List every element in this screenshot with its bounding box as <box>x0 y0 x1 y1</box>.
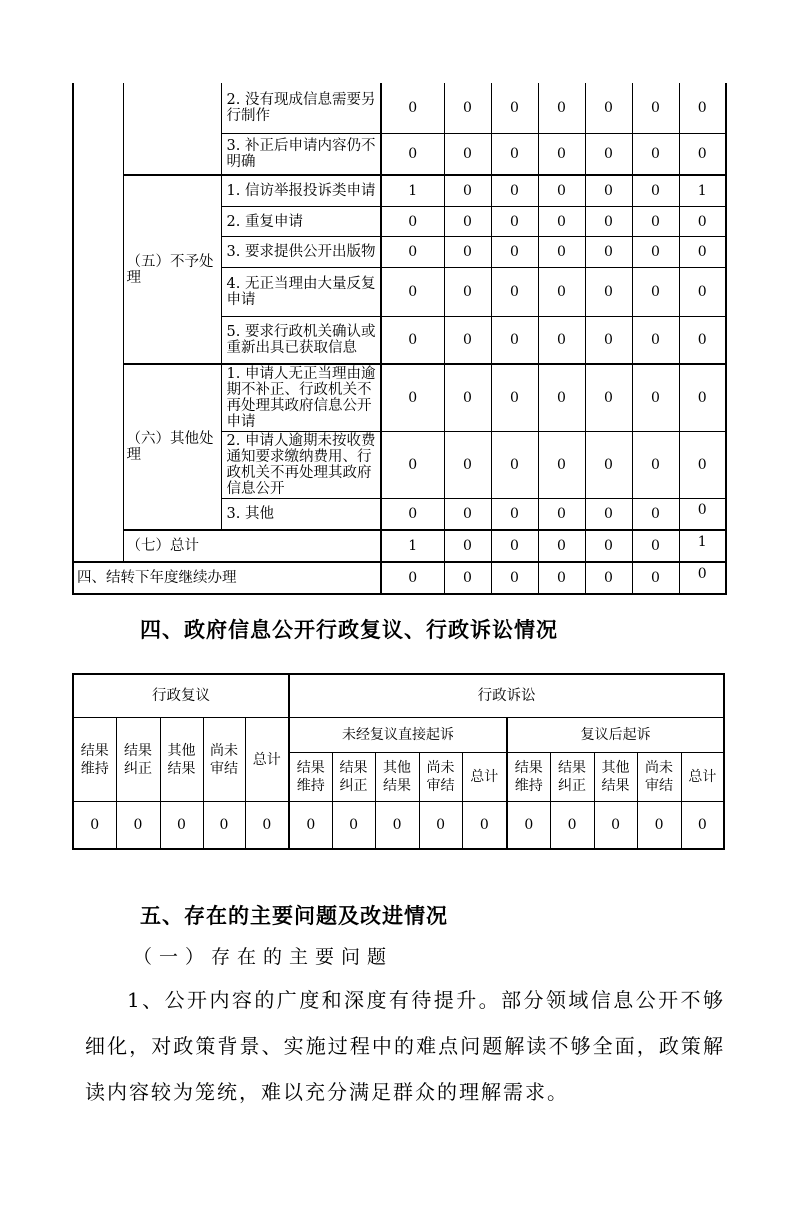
group5-label-cell: （五）不予处理 <box>123 175 221 364</box>
review-litigation-table <box>72 673 725 850</box>
value-cell: 0 <box>632 499 679 531</box>
value-cell: 0 <box>632 432 679 499</box>
row-label-cell: 2. 申请人逾期未按收费通知要求缴纳费用、行政机关不再处理其政府信息公开 <box>221 432 381 499</box>
outer-label-cell-continued <box>73 83 123 562</box>
value-cell: 0 <box>632 83 679 134</box>
value-cell: 0 <box>632 268 679 317</box>
value-cell: 0 <box>632 175 679 207</box>
row-label-cell: 4. 无正当理由大量反复申请 <box>221 268 381 317</box>
value-cell: 0 <box>491 432 538 499</box>
row-label-cell: 2. 没有现成信息需要另行制作 <box>221 83 381 134</box>
direct-suit-subgroup-header: 未经复议直接起诉 <box>289 718 507 753</box>
value-cell: 0 <box>679 499 726 531</box>
table-row <box>73 364 726 432</box>
value-cell: 0 <box>585 499 632 531</box>
row-label-cell: 2. 重复申请 <box>221 207 381 237</box>
value-cell: 0 <box>381 134 444 176</box>
value-cell: 0 <box>444 364 491 432</box>
after-review-suit-subgroup-header: 复议后起诉 <box>507 718 724 753</box>
value-cell: 0 <box>632 134 679 176</box>
value-cell: 0 <box>444 175 491 207</box>
value-cell: 0 <box>381 364 444 432</box>
value-cell: 0 <box>538 317 585 365</box>
value-cell: 0 <box>444 83 491 134</box>
value-cell: 0 <box>381 499 444 531</box>
value-cell: 0 <box>538 207 585 237</box>
value-cell: 0 <box>491 364 538 432</box>
row-label-cell: 1. 申请人无正当理由逾期不补正、行政机关不再处理其政府信息公开申请 <box>221 364 381 432</box>
value-cell: 0 <box>632 530 679 562</box>
value-cell: 0 <box>444 237 491 268</box>
value-cell: 0 <box>491 83 538 134</box>
value-cell: 1 <box>381 175 444 207</box>
value-cell: 0 <box>491 237 538 268</box>
value-cell: 0 <box>632 237 679 268</box>
value-cell: 0 <box>585 83 632 134</box>
value-cell: 1 <box>381 530 444 562</box>
value-cell: 0 <box>679 317 726 365</box>
column-header: 结果纠正 <box>550 753 594 802</box>
value-cell: 0 <box>538 530 585 562</box>
value-cell: 0 <box>491 530 538 562</box>
value-cell: 0 <box>679 134 726 176</box>
value-cell: 0 <box>381 237 444 268</box>
value-cell: 0 <box>632 317 679 365</box>
value-cell: 0 <box>491 562 538 594</box>
column-header: 其他结果 <box>375 753 419 802</box>
value-cell: 0 <box>632 207 679 237</box>
value-cell: 0 <box>491 268 538 317</box>
value-cell: 0 <box>679 207 726 237</box>
total-row-label-cell: （七）总计 <box>123 530 381 562</box>
carryover-row-label-cell: 四、结转下年度继续办理 <box>73 562 381 594</box>
value-cell: 0 <box>203 802 245 850</box>
body-paragraph: 1、公开内容的广度和深度有待提升。部分领域信息公开不够细化，对政策背景、实施过程中的难点问题解读不够全面，政策解读内容较为笼统，难以充分满足群众的理解需求。 <box>85 988 725 1104</box>
value-cell: 0 <box>637 802 681 850</box>
row-label-cell: 1. 信访举报投诉类申请 <box>221 175 381 207</box>
section5-subheading: （一）存在的主要问题 <box>133 946 394 968</box>
value-cell: 0 <box>444 562 491 594</box>
value-cell: 0 <box>632 562 679 594</box>
value-cell: 0 <box>585 175 632 207</box>
value-cell: 0 <box>491 134 538 176</box>
column-header: 结果维持 <box>289 753 332 802</box>
column-header: 尚未审结 <box>419 753 462 802</box>
table-row <box>73 674 724 718</box>
value-cell: 0 <box>462 802 507 850</box>
value-cell: 1 <box>679 530 726 562</box>
value-cell: 0 <box>538 499 585 531</box>
processing-results-table <box>72 83 727 595</box>
value-cell: 0 <box>679 83 726 134</box>
column-header: 结果维持 <box>73 718 116 802</box>
review-group-header: 行政复议 <box>73 674 289 718</box>
table-row <box>73 718 724 753</box>
value-cell: 0 <box>585 530 632 562</box>
value-cell: 0 <box>245 802 289 850</box>
value-cell: 0 <box>73 802 116 850</box>
section4-heading: 四、政府信息公开行政复议、行政诉讼情况 <box>140 619 558 642</box>
value-cell: 0 <box>679 268 726 317</box>
value-cell: 0 <box>538 175 585 207</box>
column-header: 结果维持 <box>507 753 550 802</box>
column-header: 总计 <box>245 718 289 802</box>
value-cell: 0 <box>491 175 538 207</box>
column-header: 尚未审结 <box>637 753 681 802</box>
value-cell: 0 <box>381 268 444 317</box>
value-cell: 0 <box>679 237 726 268</box>
value-cell: 0 <box>538 268 585 317</box>
table-row <box>73 802 724 850</box>
value-cell: 0 <box>381 83 444 134</box>
value-cell: 0 <box>679 432 726 499</box>
value-cell: 0 <box>585 134 632 176</box>
value-cell: 0 <box>381 432 444 499</box>
value-cell: 0 <box>444 134 491 176</box>
value-cell: 0 <box>538 83 585 134</box>
value-cell: 0 <box>491 207 538 237</box>
value-cell: 0 <box>381 207 444 237</box>
document-page <box>0 83 793 1205</box>
value-cell: 0 <box>444 432 491 499</box>
table-row <box>73 175 726 207</box>
value-cell: 0 <box>594 802 637 850</box>
value-cell: 0 <box>632 364 679 432</box>
column-header: 尚未审结 <box>203 718 245 802</box>
column-header: 总计 <box>681 753 724 802</box>
value-cell: 0 <box>116 802 160 850</box>
value-cell: 0 <box>160 802 203 850</box>
value-cell: 0 <box>444 207 491 237</box>
litigation-group-header: 行政诉讼 <box>289 674 724 718</box>
value-cell: 1 <box>679 175 726 207</box>
value-cell: 0 <box>585 268 632 317</box>
row-label-cell: 3. 其他 <box>221 499 381 531</box>
value-cell: 0 <box>585 237 632 268</box>
column-header: 结果纠正 <box>116 718 160 802</box>
value-cell: 0 <box>444 530 491 562</box>
value-cell: 0 <box>585 562 632 594</box>
value-cell: 0 <box>585 317 632 365</box>
column-header: 其他结果 <box>594 753 637 802</box>
value-cell: 0 <box>538 237 585 268</box>
value-cell: 0 <box>375 802 419 850</box>
value-cell: 0 <box>419 802 462 850</box>
value-cell: 0 <box>507 802 550 850</box>
value-cell: 0 <box>679 364 726 432</box>
value-cell: 0 <box>444 268 491 317</box>
value-cell: 0 <box>538 562 585 594</box>
table-row <box>73 83 726 134</box>
value-cell: 0 <box>332 802 375 850</box>
value-cell: 0 <box>681 802 724 850</box>
column-header: 总计 <box>462 753 507 802</box>
table-row <box>73 562 726 594</box>
value-cell: 0 <box>491 499 538 531</box>
row-label-cell: 3. 补正后申请内容仍不明确 <box>221 134 381 176</box>
value-cell: 0 <box>679 562 726 594</box>
group6-label-cell: （六）其他处理 <box>123 364 221 530</box>
value-cell: 0 <box>381 317 444 365</box>
row-label-cell: 3. 要求提供公开出版物 <box>221 237 381 268</box>
column-header: 结果纠正 <box>332 753 375 802</box>
table-row <box>73 530 726 562</box>
value-cell: 0 <box>538 432 585 499</box>
value-cell: 0 <box>585 364 632 432</box>
value-cell: 0 <box>585 432 632 499</box>
row-label-cell: 5. 要求行政机关确认或重新出具已获取信息 <box>221 317 381 365</box>
value-cell: 0 <box>585 207 632 237</box>
column-header: 其他结果 <box>160 718 203 802</box>
value-cell: 0 <box>381 562 444 594</box>
value-cell: 0 <box>538 364 585 432</box>
value-cell: 0 <box>444 499 491 531</box>
value-cell: 0 <box>538 134 585 176</box>
group-label-cell-continued <box>123 83 221 175</box>
value-cell: 0 <box>444 317 491 365</box>
value-cell: 0 <box>491 317 538 365</box>
value-cell: 0 <box>289 802 332 850</box>
section5-heading: 五、存在的主要问题及改进情况 <box>140 905 448 928</box>
value-cell: 0 <box>550 802 594 850</box>
